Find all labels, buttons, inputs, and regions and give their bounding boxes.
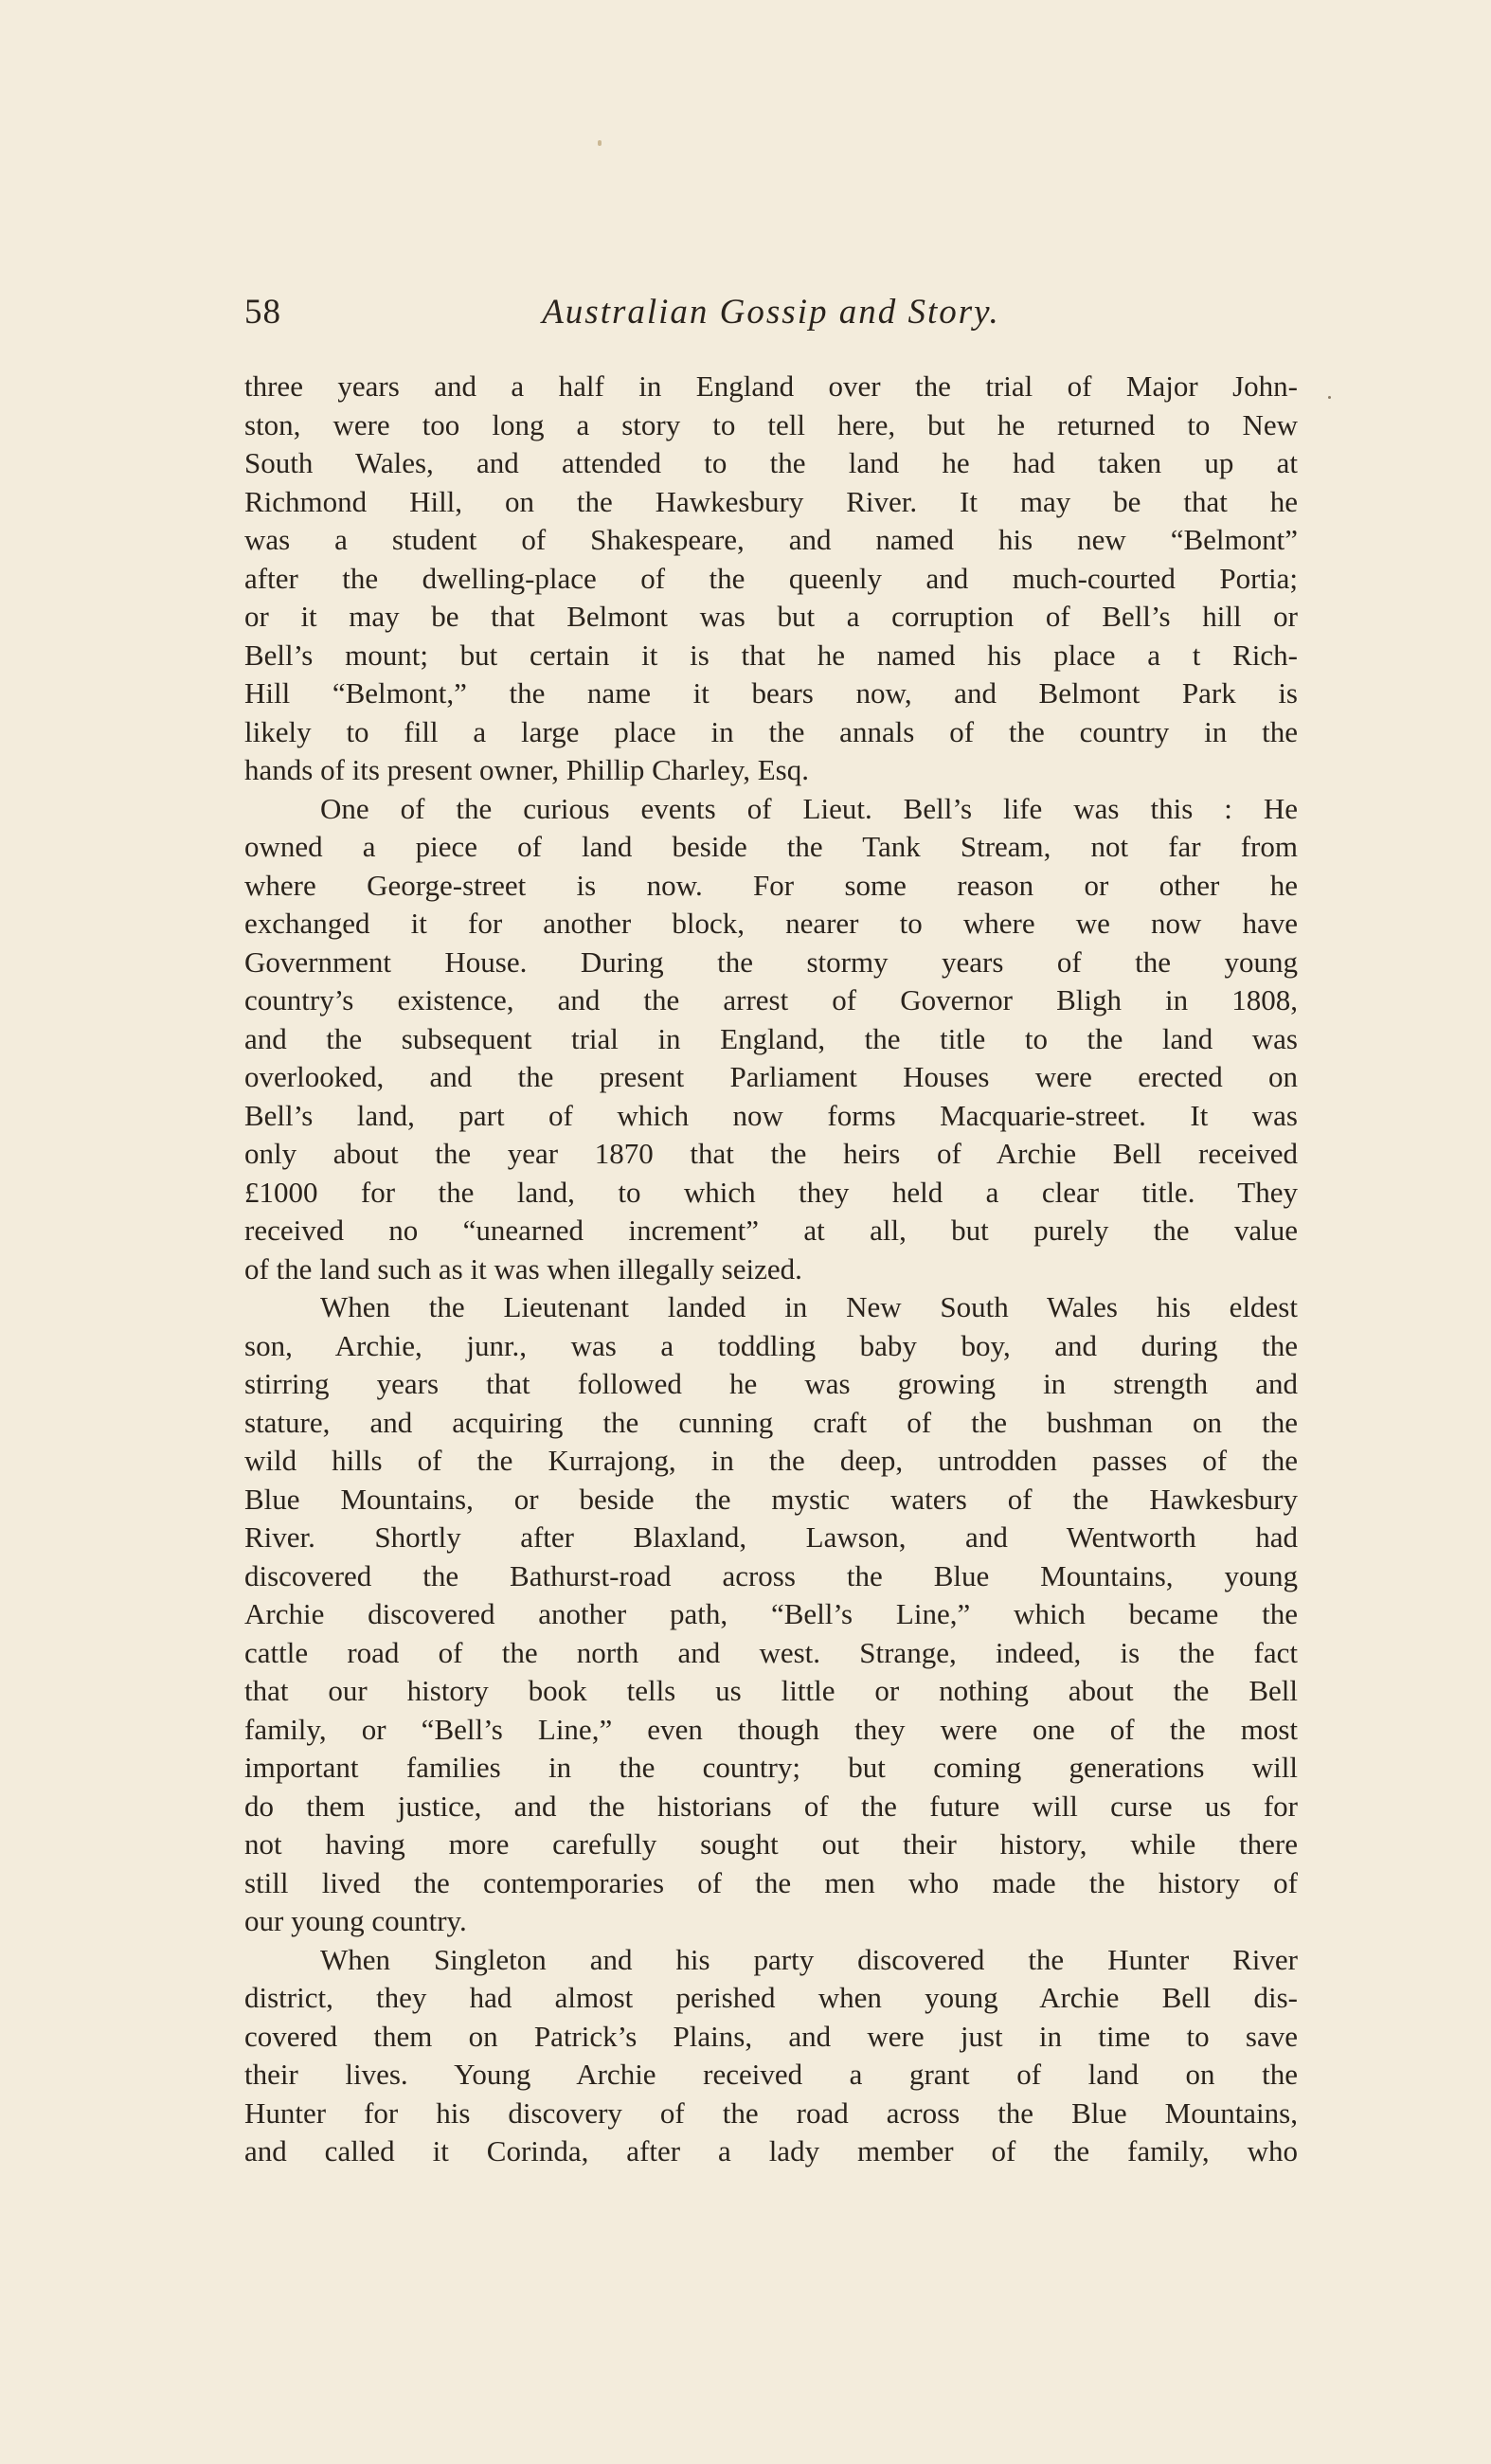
text-line: stature, and acquiring the cunning craft of the bushman on the: [244, 1405, 1298, 1439]
text-line: cattle road of the north and west. Strange, indeed, is the fact: [244, 1635, 1298, 1669]
text-line: exchanged it for another block, nearer to where we now have: [244, 907, 1298, 940]
running-title: Australian Gossip and Story.: [542, 293, 1000, 332]
text-line: that our history book tells us little or nothing about the Bell: [244, 1674, 1298, 1707]
text-line: stirring years that followed he was growing in strength and: [244, 1367, 1298, 1400]
text-line: still lived the contemporaries of the men who made the history of: [244, 1865, 1298, 1899]
paragraph: [244, 790, 1298, 1289]
paragraph: [244, 1941, 1298, 2171]
text-line: not having more carefully sought out their history, while there: [244, 1827, 1298, 1861]
text-line: country’s existence, and the arrest of Governor Bligh in 1808,: [244, 983, 1298, 1016]
text-line: overlooked, and the present Parliament Houses were erected on: [244, 1060, 1298, 1093]
text-line: received no “unearned increment” at all, but purely the value: [244, 1214, 1298, 1247]
text-line: and the subsequent trial in England, the title to the land was: [244, 1021, 1298, 1055]
text-line: their lives. Young Archie received a grant of land on the: [244, 2058, 1298, 2091]
text-line: Bell’s land, part of which now forms Macquarie-street. It was: [244, 1098, 1298, 1132]
text-line: our young country.: [244, 1904, 467, 1937]
text-line: covered them on Patrick’s Plains, and were just in time to save: [244, 2019, 1298, 2053]
text-line: or it may be that Belmont was but a corruption of Bell’s hill or: [244, 600, 1298, 633]
body-text: [244, 368, 1298, 2171]
text-line: When Singleton and his party discovered the Hunter River: [320, 1942, 1298, 1976]
text-line: River. Shortly after Blaxland, Lawson, and Wentworth had: [244, 1520, 1298, 1554]
text-line: One of the curious events of Lieut. Bell’s life was this : He: [320, 791, 1298, 825]
text-line: wild hills of the Kurrajong, in the deep, untrodden passes of the: [244, 1444, 1298, 1477]
text-line: do them justice, and the historians of the future will curse us for: [244, 1789, 1298, 1823]
text-line: and called it Corinda, after a lady member of the family, who: [244, 2134, 1298, 2167]
text-line: hands of its present owner, Phillip Charley, Esq.: [244, 753, 809, 786]
text-line: district, they had almost perished when young Archie Bell dis-: [244, 1981, 1298, 2014]
text-line: Hill “Belmont,” the name it bears now, and Belmont Park is: [244, 676, 1298, 710]
text-line: family, or “Bell’s Line,” even though they were one of the most: [244, 1712, 1298, 1746]
text-line: three years and a half in England over the trial of Major John-: [244, 369, 1298, 403]
text-line: only about the year 1870 that the heirs of Archie Bell received: [244, 1137, 1298, 1170]
text-line: South Wales, and attended to the land he had taken up at: [244, 446, 1298, 479]
text-line: son, Archie, junr., was a toddling baby boy, and during the: [244, 1328, 1298, 1362]
text-line: owned a piece of land beside the Tank Stream, not far from: [244, 830, 1298, 863]
text-line: Hunter for his discovery of the road across the Blue Mountains,: [244, 2095, 1298, 2130]
page-number: 58: [244, 293, 281, 332]
text-line: Blue Mountains, or beside the mystic waters of the Hawkesbury: [244, 1482, 1298, 1516]
text-line: £1000 for the land, to which they held a clear title. They: [244, 1175, 1298, 1209]
text-line: Government House. During the stormy years of the young: [244, 944, 1298, 979]
text-line: Bell’s mount; but certain it is that he named his place a t Rich-: [244, 638, 1298, 672]
text-line: ston, were too long a story to tell here, but he returned to New: [244, 407, 1298, 441]
text-line: When the Lieutenant landed in New South Wales his eldest: [320, 1290, 1298, 1323]
paragraph: [244, 368, 1298, 790]
text-line: discovered the Bathurst-road across the Blue Mountains, young: [244, 1558, 1298, 1592]
text-line: of the land such as it was when illegally seized.: [244, 1251, 802, 1286]
text-line: Archie discovered another path, “Bell’s Line,” which became the: [244, 1597, 1298, 1630]
running-head: [244, 284, 1298, 341]
paper-speck: [598, 140, 602, 146]
text-line: Richmond Hill, on the Hawkesbury River. It may be that he: [244, 484, 1298, 518]
paragraph: [244, 1288, 1298, 1941]
text-line: after the dwelling-place of the queenly and much-courted Portia;: [244, 561, 1298, 595]
text-line: where George-street is now. For some reason or other he: [244, 868, 1298, 902]
text-line: likely to fill a large place in the annals of the country in the: [244, 714, 1298, 748]
text-line: important families in the country; but coming generations will: [244, 1751, 1298, 1784]
text-line: was a student of Shakespeare, and named his new “Belmont”: [244, 523, 1298, 556]
paper-speck: [1328, 396, 1331, 399]
